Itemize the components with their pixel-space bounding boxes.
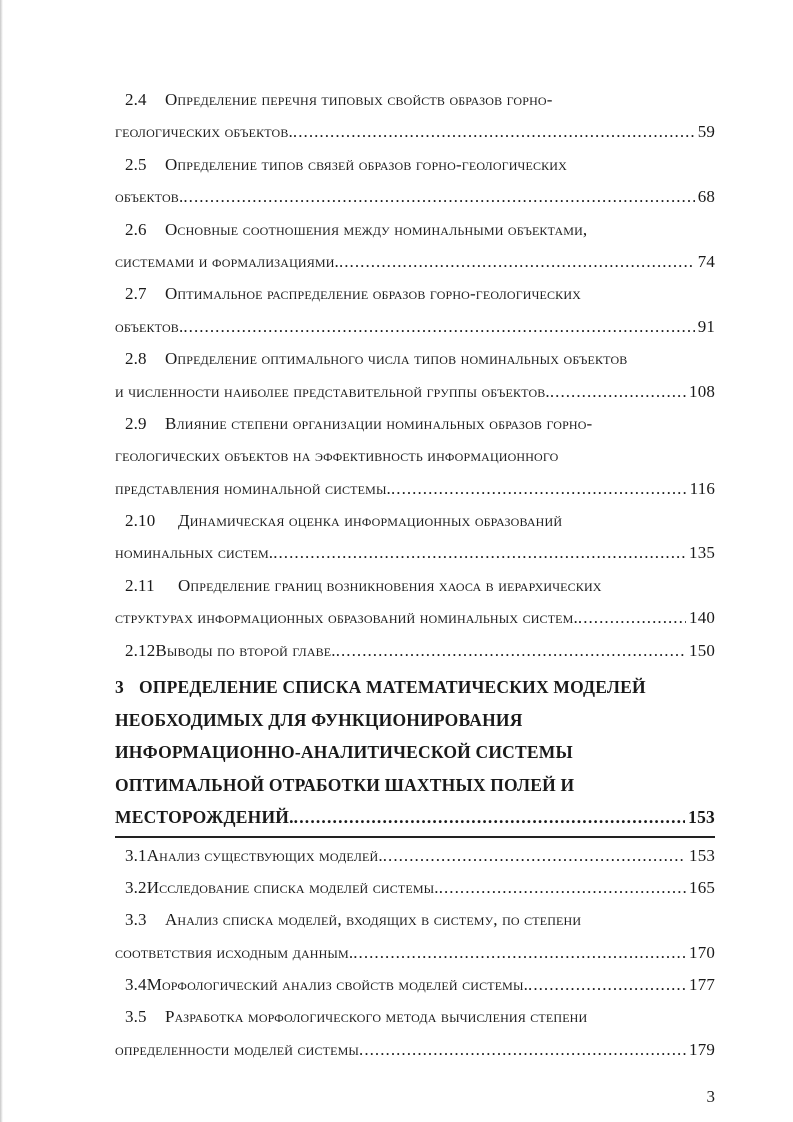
page-number: 108 (689, 381, 715, 401)
toc-entry-3-5[interactable] (115, 1001, 715, 1066)
section-title-line: номинальных систем. (115, 543, 274, 563)
toc-entry-2-4[interactable] (115, 84, 715, 149)
section-number: 3.1 (125, 845, 147, 865)
dot-leader (550, 376, 686, 408)
section-number: 2.9 (125, 413, 147, 433)
toc-entry-2-5[interactable] (115, 149, 715, 214)
dot-leader (578, 602, 686, 634)
chapter-number: 3 (115, 677, 124, 698)
toc-entry-3-1[interactable] (115, 840, 715, 872)
section-title-line: Анализ существующих моделей. (146, 845, 383, 865)
dot-leader (336, 635, 686, 667)
section-number: 2.10 (125, 511, 156, 531)
section-number: 3.5 (125, 1007, 147, 1027)
section-title-line: Исследование списка моделей системы. (146, 877, 439, 897)
page-number: 177 (689, 975, 715, 995)
section-title-line: Динамическая оценка информационных образований (178, 511, 563, 531)
page-number: 150 (689, 640, 715, 660)
toc-entry-2-8[interactable] (115, 343, 715, 408)
page-number: 153 (688, 807, 715, 828)
dot-leader (273, 537, 686, 569)
page-number: 170 (689, 942, 715, 962)
page-number: 179 (689, 1039, 715, 1059)
section-number: 3.4 (125, 975, 147, 995)
chapter-title-line: ОПТИМАЛЬНОЙ ОТРАБОТКИ ШАХТНЫХ ПОЛЕЙ И (115, 774, 575, 795)
toc-entry-2-6[interactable] (115, 214, 715, 279)
page-number: 91 (697, 316, 715, 336)
toc-entry-2-11[interactable] (115, 570, 715, 635)
dot-leader (339, 246, 695, 278)
page-number: 140 (689, 608, 715, 628)
section-number: 2.12 (125, 640, 156, 660)
section-title-line: геологических объектов на эффективность информационного (115, 446, 559, 466)
page-number: 165 (689, 877, 715, 897)
chapter-title-line: МЕСТОРОЖДЕНИЙ. (115, 807, 294, 828)
section-title-line: системами и формализациями. (115, 251, 339, 271)
page-number: 116 (689, 478, 715, 498)
table-of-contents (115, 84, 715, 1066)
section-title-line: объектов. (115, 316, 184, 336)
section-title-line: структурах информационных образований номинальных систем. (115, 608, 578, 628)
section-number: 2.6 (125, 219, 147, 239)
chapter-title-line: НЕОБХОДИМЫХ ДЛЯ ФУНКЦИОНИРОВАНИЯ (115, 709, 523, 730)
page-number: 68 (697, 187, 715, 207)
dot-leader (359, 1034, 686, 1066)
toc-entry-3-2[interactable] (115, 872, 715, 904)
section-title-line: Определение типов связей образов горно-геологических (165, 154, 567, 174)
dot-leader (439, 872, 686, 904)
section-title-line: Выводы по второй главе. (155, 640, 336, 660)
section-title-line: определенности моделей системы (115, 1039, 360, 1059)
chapter-title-line: ИНФОРМАЦИОННО-АНАЛИТИЧЕСКОЙ СИСТЕМЫ (115, 742, 573, 763)
page-number: 153 (689, 845, 715, 865)
page-number: 74 (697, 251, 715, 271)
toc-entry-2-10[interactable] (115, 505, 715, 570)
section-number: 2.5 (125, 154, 147, 174)
section-number: 2.4 (125, 90, 147, 109)
dot-leader (293, 116, 695, 148)
dot-leader (183, 181, 694, 213)
chapter-title-line: ОПРЕДЕЛЕНИЕ СПИСКА МАТЕМАТИЧЕСКИХ МОДЕЛЕЙ (139, 677, 646, 698)
dot-leader (183, 311, 694, 343)
section-number: 2.7 (125, 284, 147, 304)
section-number: 3.3 (125, 910, 147, 930)
section-title-line: Морфологический анализ свойств моделей системы. (146, 975, 529, 995)
section-number: 2.11 (125, 575, 155, 595)
section-title-line: Определение перечня типовых свойств образов горно- (165, 90, 553, 109)
toc-entry-2-9[interactable] (115, 408, 715, 505)
page-edge-shadow (0, 0, 3, 1122)
page-number: 135 (689, 543, 715, 563)
dot-leader (294, 801, 685, 834)
section-title-line: и численности наиболее представительной группы объектов. (115, 381, 550, 401)
toc-entry-2-12[interactable] (115, 635, 715, 667)
dot-leader (528, 969, 686, 1001)
dot-leader (391, 473, 687, 505)
section-number: 2.8 (125, 349, 147, 369)
section-title-line: объектов. (115, 187, 184, 207)
chapter-underline-rule (115, 836, 715, 838)
dot-leader (383, 840, 686, 872)
section-title-line: представления номинальной системы. (115, 478, 391, 498)
toc-entry-3-4[interactable] (115, 969, 715, 1001)
page-folio-number: 3 (706, 1087, 715, 1106)
toc-entry-3-3[interactable] (115, 904, 715, 969)
dot-leader (353, 937, 686, 969)
section-title-line: Анализ списка моделей, входящих в систему, по степени (165, 910, 582, 930)
section-title-line: соответствия исходным данным. (115, 942, 354, 962)
section-number: 3.2 (125, 877, 147, 897)
toc-chapter-3[interactable] (115, 671, 715, 834)
section-title-line: Определение оптимального числа типов номинальных объектов (165, 349, 628, 369)
section-title-line: Определение границ возникновения хаоса в иерархических (178, 575, 602, 595)
section-title-line: геологических объектов. (115, 122, 293, 142)
toc-entry-2-7[interactable] (115, 278, 715, 343)
section-title-line: Влияние степени организации номинальных образов горно- (165, 413, 593, 433)
section-title-line: Оптимальное распределение образов горно-геологических (165, 284, 581, 304)
section-title-line: Разработка морфологического метода вычисления степени (165, 1007, 588, 1027)
page-number: 59 (697, 122, 715, 142)
section-title-line: Основные соотношения между номинальными объектами, (165, 219, 588, 239)
